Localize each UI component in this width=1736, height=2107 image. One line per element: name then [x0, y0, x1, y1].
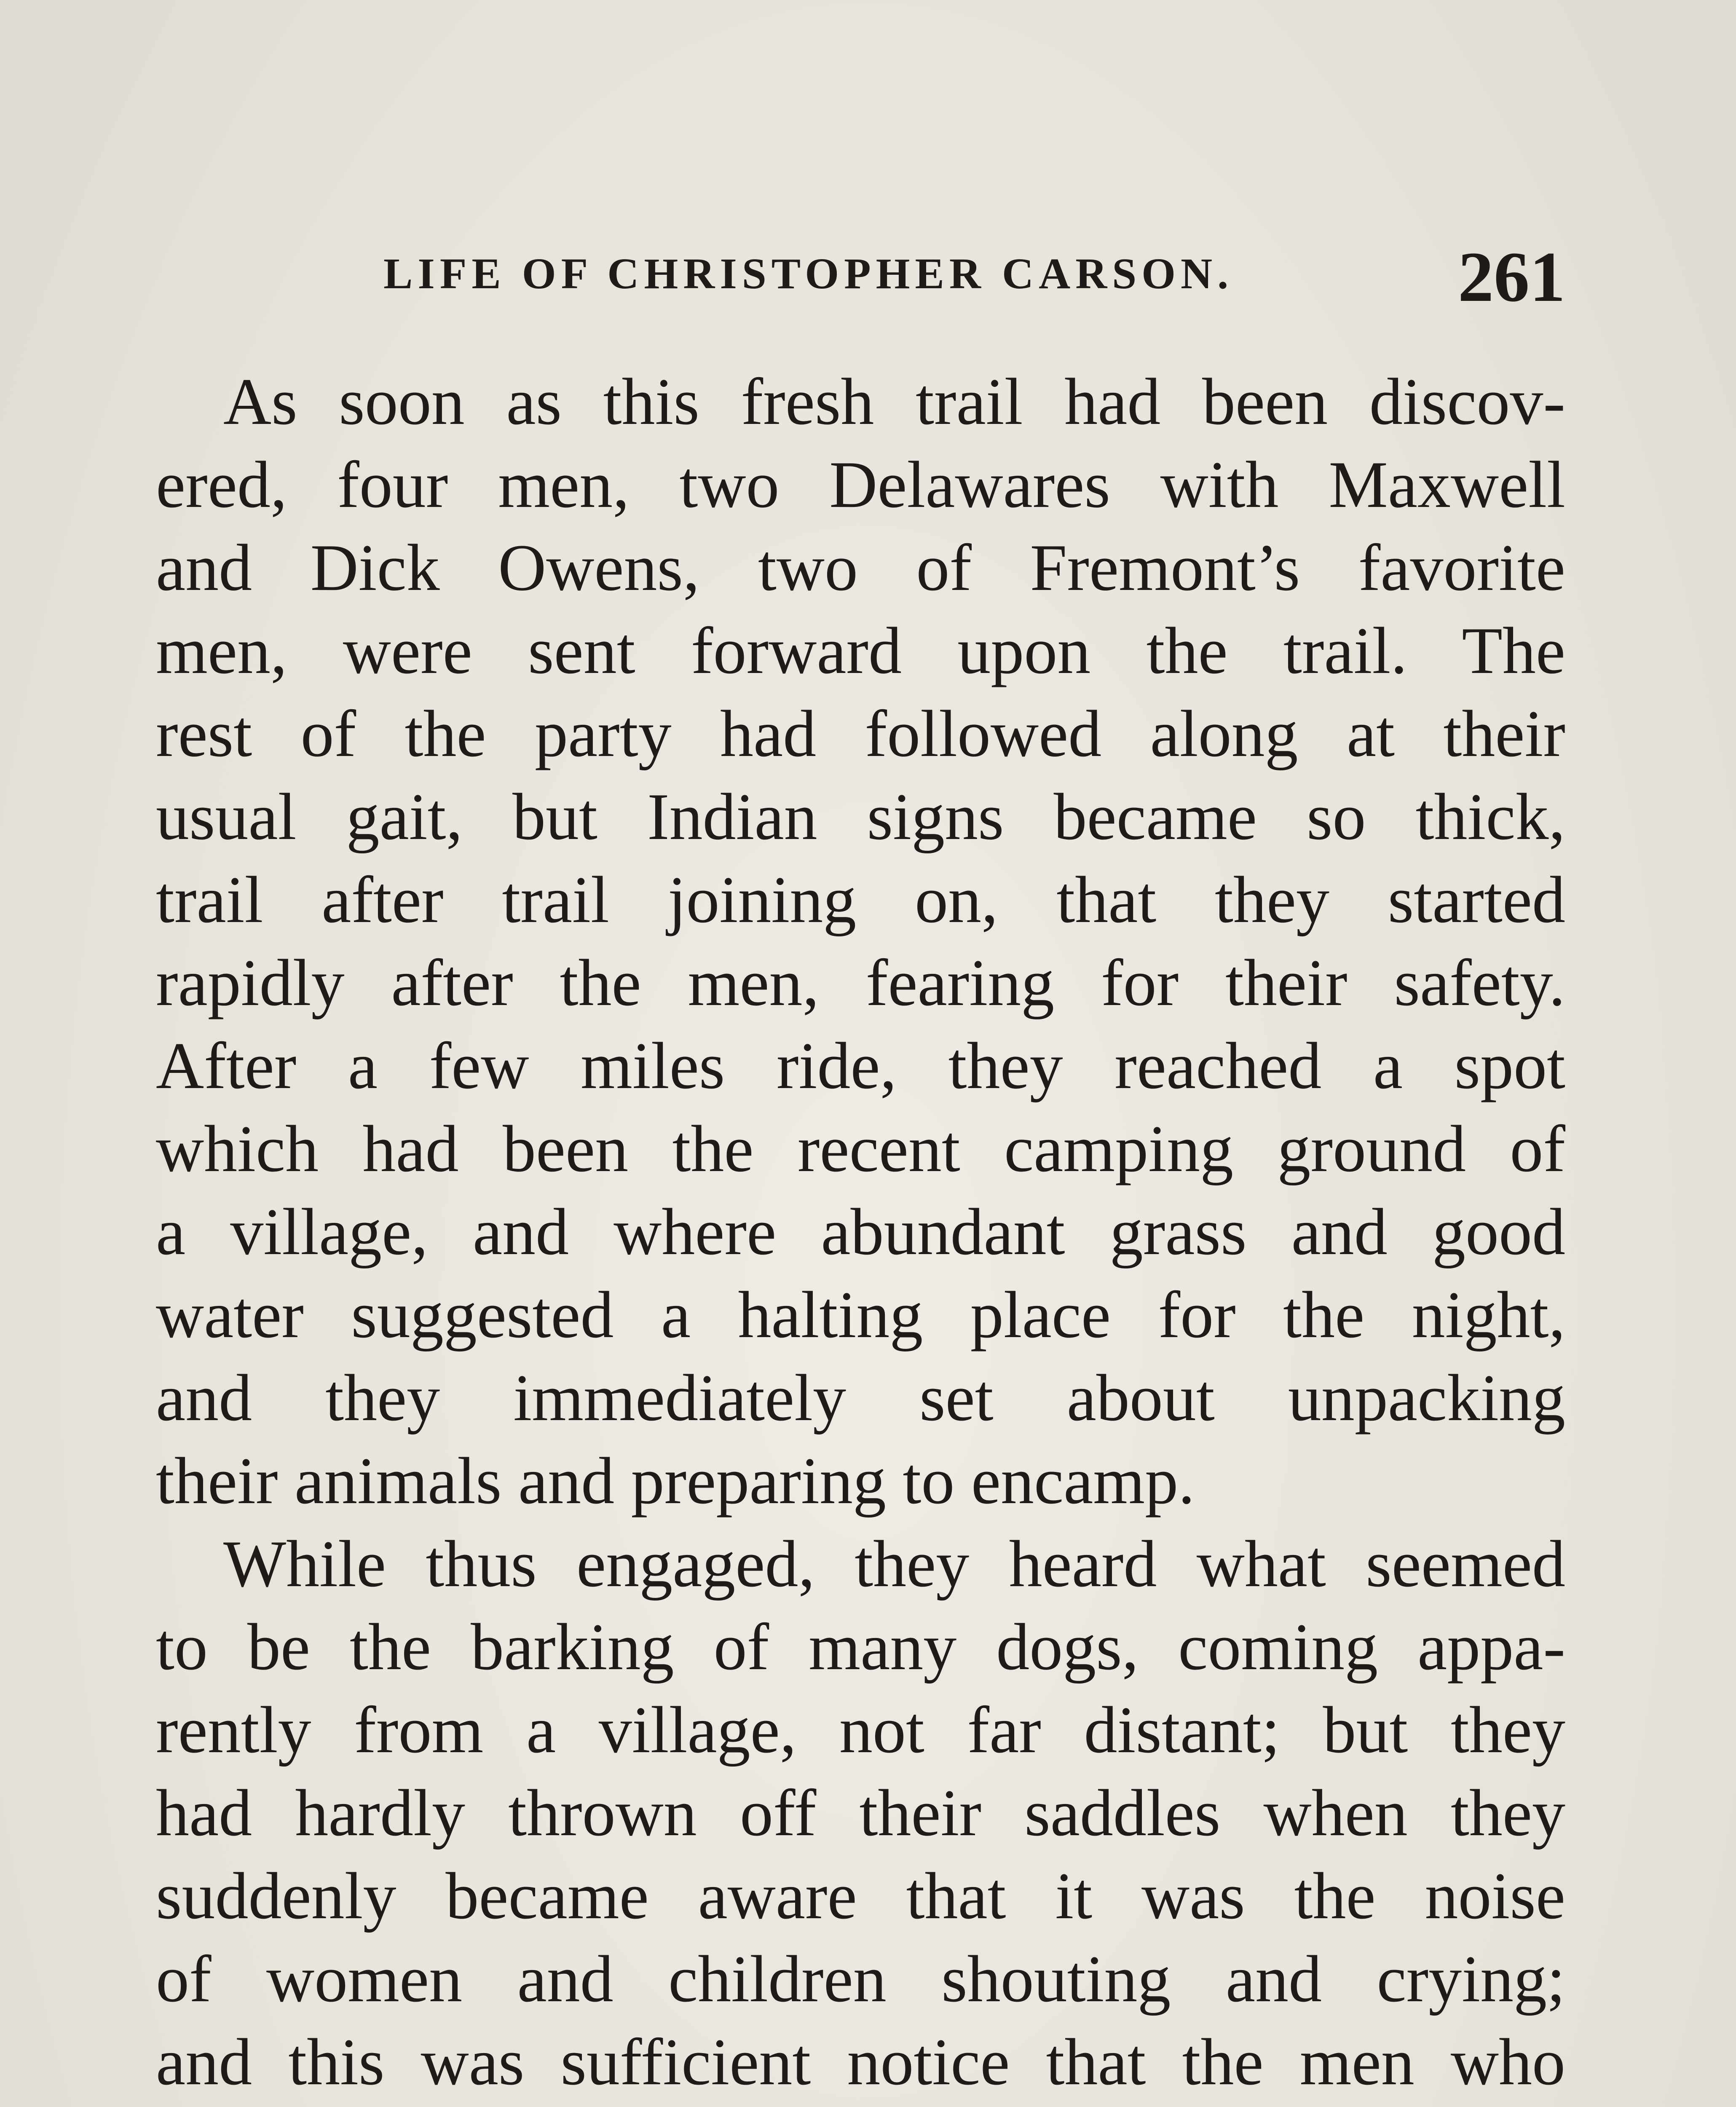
paragraph-2 [156, 1523, 1565, 2107]
text-line: rapidly after the men, fearing for their safety. [156, 946, 1565, 1020]
text-line: water suggested a halting place for the night, [156, 1278, 1565, 1352]
text-line: men, were sent forward upon the trail. The [156, 614, 1565, 688]
body-text [156, 360, 1565, 2107]
text-line [156, 2104, 1565, 2107]
text-line: which had been the recent camping ground of [156, 1112, 1565, 1186]
text-line: While thus engaged, they heard what seemed [223, 1527, 1565, 1601]
text-line: trail after trail joining on, that they started [156, 863, 1565, 937]
text-line: usual gait, but Indian signs became so thick, [156, 780, 1565, 854]
text-line: and they immediately set about unpacking [156, 1361, 1565, 1435]
text-line: After a few miles ride, they reached a spot [156, 1029, 1565, 1103]
running-title: LIFE OF CHRISTOPHER CARSON. [383, 249, 1234, 298]
text-line: their animals and preparing to encamp. [156, 1444, 1195, 1518]
text-line: suddenly became aware that it was the noise [156, 1859, 1565, 1933]
text-line: and Dick Owens, two of Fremont’s favorite [156, 531, 1565, 605]
text-line: had hardly thrown off their saddles when they [156, 1776, 1565, 1850]
text-line: rently from a village, not far distant; but they [156, 1693, 1565, 1767]
paragraph-1 [156, 360, 1565, 1523]
text-line: a village, and where abundant grass and good [156, 1195, 1565, 1269]
text-line: to be the barking of many dogs, coming appa- [156, 1610, 1565, 1684]
text-line: As soon as this fresh trail had been discov- [223, 365, 1565, 439]
page-number: 261 [1458, 237, 1565, 316]
text-line: rest of the party had followed along at their [156, 697, 1565, 771]
text-line: and this was sufficient notice that the men who [156, 2025, 1565, 2099]
text-line: ered, four men, two Delawares with Maxwell [156, 448, 1565, 522]
running-head [156, 236, 1565, 320]
text-line: of women and children shouting and crying; [156, 1942, 1565, 2016]
